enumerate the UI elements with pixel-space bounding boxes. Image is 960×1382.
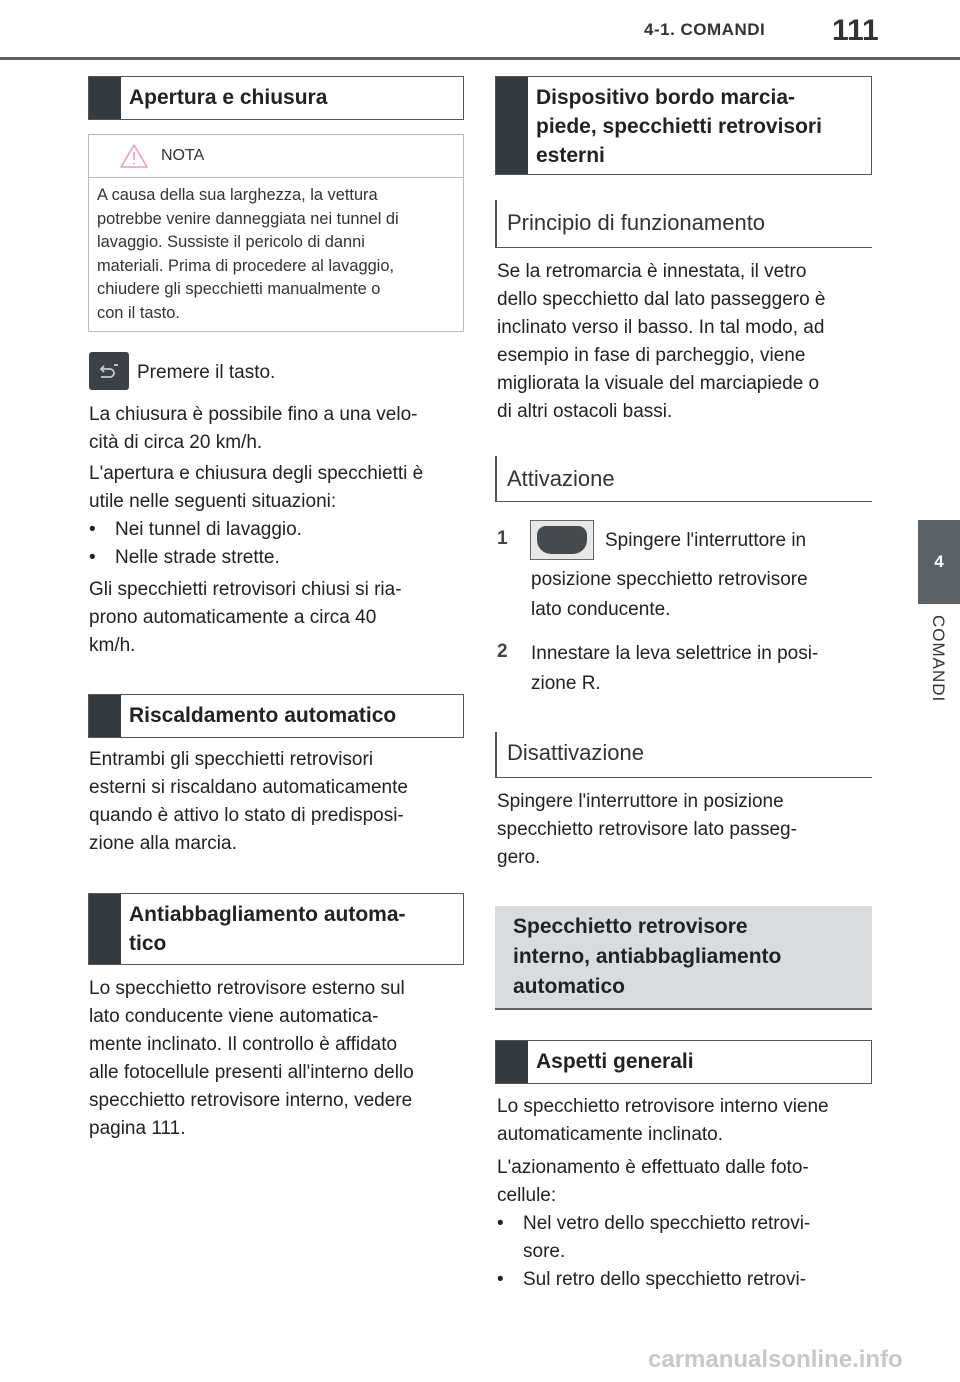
text-line: automaticamente inclinato.: [497, 1124, 724, 1145]
chapter-label: COMANDI: [929, 615, 948, 703]
heading-bar: [89, 894, 121, 964]
paragraph: [497, 258, 826, 426]
note-label: NOTA: [161, 147, 205, 164]
text-line: di altri ostacoli bassi.: [497, 401, 673, 422]
text-line: Spingere l'interruttore in posizione: [497, 791, 784, 812]
heading-line: automatico: [513, 975, 626, 998]
header-rule: [0, 57, 960, 60]
subheading-bar: [495, 200, 497, 247]
bullet-text: Nei tunnel di lavaggio.: [115, 519, 302, 540]
note-box: [88, 134, 464, 332]
step-number: 1: [497, 528, 508, 549]
mirror-fold-icon: [96, 361, 122, 381]
text-line: alle fotocellule presenti all'interno dello: [89, 1062, 414, 1083]
text-line: gero.: [497, 847, 541, 868]
text-line: Gli specchietti retrovisori chiusi si ria-: [89, 579, 402, 600]
heading-line: Specchietto retrovisore: [513, 915, 748, 938]
text-line: specchietto retrovisore interno, vedere: [89, 1090, 413, 1111]
note-line: potrebbe venire danneggiata nei tunnel di: [97, 209, 399, 228]
note-line: A causa della sua larghezza, la vettura: [97, 186, 378, 204]
bullet-dot: •: [497, 1213, 504, 1234]
heading-text: Apertura e chiusura: [129, 86, 328, 109]
subheading-bar: [495, 456, 497, 501]
heading-text: Aspetti generali: [536, 1050, 694, 1073]
text-line: L'azionamento è effettuato dalle foto-: [497, 1157, 809, 1178]
heading-bar: [89, 77, 121, 119]
running-header-section: 4-1. COMANDI: [644, 20, 766, 39]
text-line: zione alla marcia.: [89, 833, 237, 854]
paragraph: [89, 460, 423, 516]
heading-bar: [496, 77, 528, 174]
paragraph: [497, 788, 797, 872]
step-text: zione R.: [531, 673, 601, 694]
text-line: La chiusura è possibile fino a una velo-: [89, 404, 418, 425]
text-line: pagina 111.: [89, 1118, 186, 1139]
text-line: km/h.: [89, 635, 136, 656]
paragraph: [89, 746, 408, 858]
text-line: lato conducente viene automatica-: [89, 1006, 379, 1027]
heading-line: piede, specchietti retrovisori: [536, 115, 822, 138]
step-text: posizione specchietto retrovisore: [531, 569, 808, 590]
text-line: Lo specchietto retrovisore esterno sul: [89, 978, 405, 999]
bullet-dot: •: [89, 547, 96, 568]
subheading-text: Principio di funzionamento: [507, 210, 766, 235]
heading-text: [513, 912, 862, 1002]
chapter-tab: [918, 520, 960, 604]
heading-bar: [496, 1041, 528, 1083]
text-line: L'apertura e chiusura degli specchietti è: [89, 463, 424, 484]
note-line: chiudere gli specchietti manualmente o: [97, 280, 381, 298]
press-button-text: Premere il tasto.: [137, 362, 276, 383]
subheading-bar: [495, 732, 497, 777]
heading-line: interno, antiabbagliamento: [513, 945, 782, 968]
text-line: cità di circa 20 km/h.: [89, 432, 263, 453]
note-body: [97, 184, 455, 325]
heading-line: Antiabbagliamento automa-: [129, 903, 406, 926]
page-number: 111: [832, 14, 879, 47]
step-number: 2: [497, 641, 508, 662]
step-text: lato conducente.: [531, 599, 671, 620]
warning-icon: [119, 143, 149, 169]
note-header: [89, 135, 463, 178]
bullet-text: [523, 1266, 806, 1294]
note-line: materiali. Prima di procedere al lavaggio,: [97, 256, 394, 275]
paragraph: [89, 975, 414, 1143]
heading-text: Riscaldamento automatico: [129, 704, 397, 727]
heading-riscaldamento-automatico: [88, 694, 464, 738]
text-line: migliorata la visuale del marciapiede o: [497, 373, 820, 394]
mirror-switch-icon: [530, 520, 594, 560]
subheading-text: Disattivazione: [507, 740, 644, 765]
heading-line: tico: [129, 932, 167, 955]
fold-mirror-button-icon: [89, 352, 129, 390]
paragraph: [89, 576, 402, 660]
heading-text: [129, 900, 455, 958]
heading-aspetti-generali: [495, 1040, 872, 1084]
heading-text: [536, 83, 863, 170]
text-line: prono automaticamente a circa 40: [89, 607, 377, 628]
chapter-number: 4: [934, 552, 944, 571]
text-line: Sul retro dello specchietto retrovi-: [523, 1269, 807, 1290]
bullet-text: Nelle strade strette.: [115, 547, 280, 568]
note-line: con il tasto.: [97, 303, 180, 322]
subheading-text: Attivazione: [507, 466, 615, 491]
text-line: esempio in fase di parcheggio, viene: [497, 345, 806, 366]
subheading-attivazione: [495, 456, 872, 502]
step-text: Spingere l'interruttore in: [605, 530, 807, 551]
bullet-dot: •: [497, 1269, 504, 1290]
text-line: esterni si riscaldano automaticamente: [89, 777, 408, 798]
text-line: dello specchietto dal lato passeggero è: [497, 289, 826, 310]
text-line: Se la retromarcia è innestata, il vetro: [497, 261, 807, 282]
subheading-principio: [495, 200, 872, 248]
heading-specchietto-interno: [495, 906, 872, 1010]
heading-line: esterni: [536, 144, 605, 167]
watermark: carmanualsonline.info: [648, 1346, 903, 1373]
heading-apertura-e-chiusura: [88, 76, 464, 120]
step-text: Innestare la leva selettrice in posi-: [531, 643, 819, 664]
text-line: sore.: [523, 1241, 566, 1262]
note-line: lavaggio. Sussiste il pericolo di danni: [97, 233, 365, 251]
bullet-text: [523, 1210, 810, 1266]
heading-antiabbagliamento-automatico: [88, 893, 464, 965]
heading-line: Dispositivo bordo marcia-: [536, 86, 796, 109]
text-line: quando è attivo lo stato di predisposi-: [89, 805, 404, 826]
paragraph: [497, 1154, 809, 1210]
text-line: utile nelle seguenti situazioni:: [89, 491, 337, 512]
text-line: cellule:: [497, 1185, 557, 1206]
text-line: Entrambi gli specchietti retrovisori: [89, 749, 374, 770]
subheading-disattivazione: [495, 732, 872, 778]
heading-dispositivo-bordo-marciapiede: [495, 76, 872, 175]
paragraph: [89, 401, 417, 457]
text-line: specchietto retrovisore lato passeg-: [497, 819, 797, 840]
switch-knob: [537, 526, 587, 554]
bullet-dot: •: [89, 519, 96, 540]
text-line: inclinato verso il basso. In tal modo, ad: [497, 317, 825, 338]
paragraph: [497, 1093, 829, 1149]
text-line: mente inclinato. Il controllo è affidato: [89, 1034, 398, 1055]
heading-bar: [89, 695, 121, 737]
text-line: Nel vetro dello specchietto retrovi-: [523, 1213, 811, 1234]
text-line: Lo specchietto retrovisore interno viene: [497, 1096, 829, 1117]
